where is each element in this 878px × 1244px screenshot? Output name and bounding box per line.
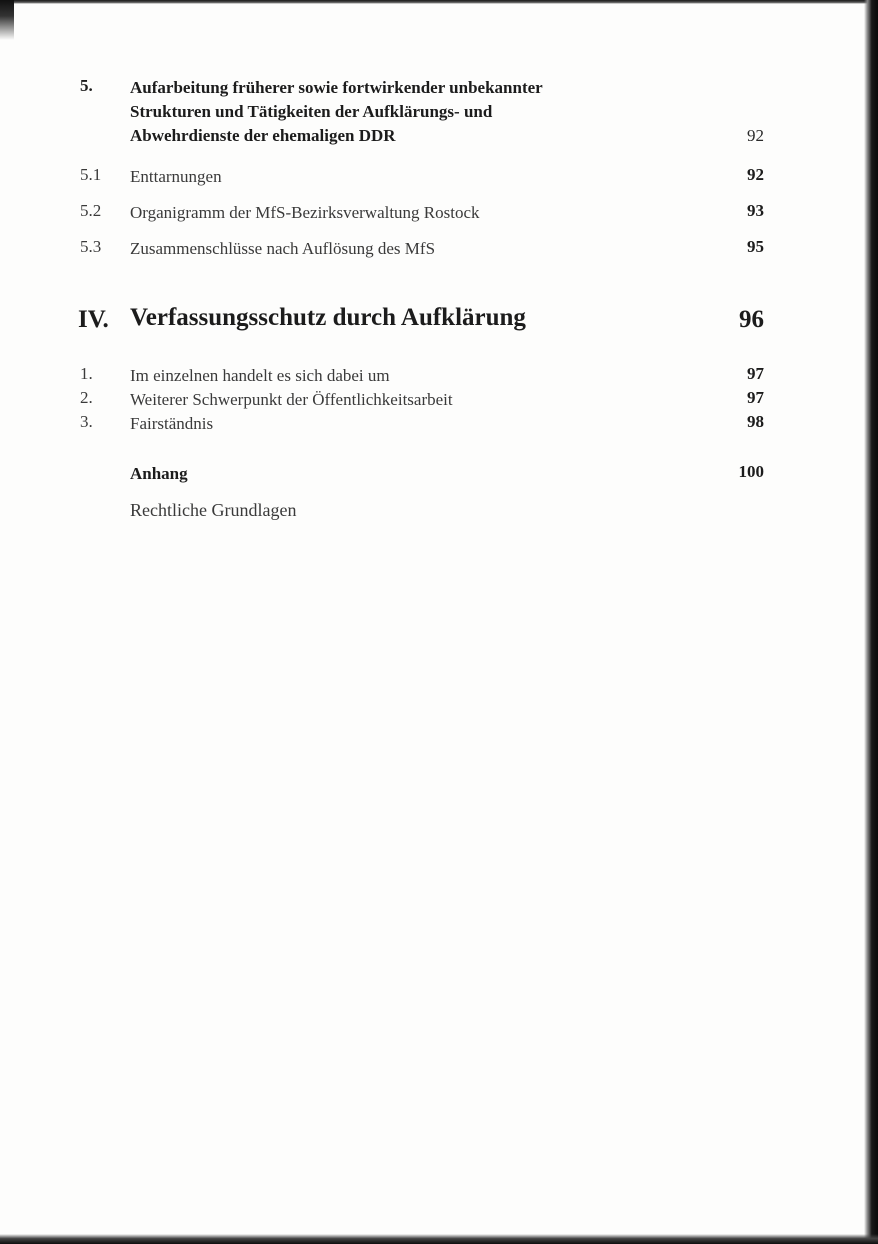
- scan-corner-shadow: [0, 0, 14, 40]
- toc-entry-number: 1.: [80, 364, 93, 383]
- toc-entry-page: 97: [747, 388, 764, 407]
- toc-entry-number: 5.1: [80, 165, 102, 184]
- toc-entry-title: Zusammenschlüsse nach Auflösung des MfS: [130, 239, 436, 258]
- toc-entry-page: 92: [747, 165, 764, 184]
- toc-entry-title: Fairständnis: [130, 414, 214, 433]
- toc-entry-title: Im einzelnen handelt es sich dabei um: [130, 366, 390, 385]
- toc-entry-page: 93: [747, 201, 764, 220]
- scan-edge-top: [0, 0, 878, 4]
- toc-appendix-subtitle: Rechtliche Grundlagen: [130, 500, 297, 520]
- toc-entry-title: [130, 76, 710, 148]
- toc-entry-title: Weiterer Schwerpunkt der Öffentlichkeitsarbeit: [130, 390, 453, 409]
- toc-chapter-title: Verfassungsschutz durch Aufklärung: [130, 304, 526, 331]
- toc-entry-title: Organigramm der MfS-Bezirksverwaltung Rostock: [130, 203, 480, 222]
- scan-edge-bottom: [0, 1234, 878, 1244]
- toc-entry-number: 2.: [80, 388, 93, 407]
- toc-chapter-number: IV.: [78, 306, 109, 333]
- toc-entry-title-line: Aufarbeitung früherer sowie fortwirkender unbekannter: [130, 78, 543, 97]
- toc-entry-number: 5.: [80, 76, 93, 95]
- toc-entry-number: 3.: [80, 412, 93, 431]
- toc-entry-page: 95: [747, 237, 764, 256]
- toc-entry-title-line: Abwehrdienste der ehemaligen DDR: [130, 126, 396, 145]
- toc-appendix-title: Anhang: [130, 464, 188, 483]
- toc-entry-title: Enttarnungen: [130, 167, 222, 186]
- toc-entry-page: 97: [747, 364, 764, 383]
- toc-appendix-page: 100: [738, 462, 764, 481]
- toc-entry-number: 5.2: [80, 201, 102, 220]
- toc-entry-page: 92: [747, 126, 764, 145]
- scan-edge-right: [864, 0, 878, 1244]
- toc-entry-title-line: Strukturen und Tätigkeiten der Aufklärungs- und: [130, 102, 493, 121]
- toc-chapter-page: 96: [739, 306, 764, 333]
- toc-entry-number: 5.3: [80, 237, 102, 256]
- toc-entry-page: 98: [747, 412, 764, 431]
